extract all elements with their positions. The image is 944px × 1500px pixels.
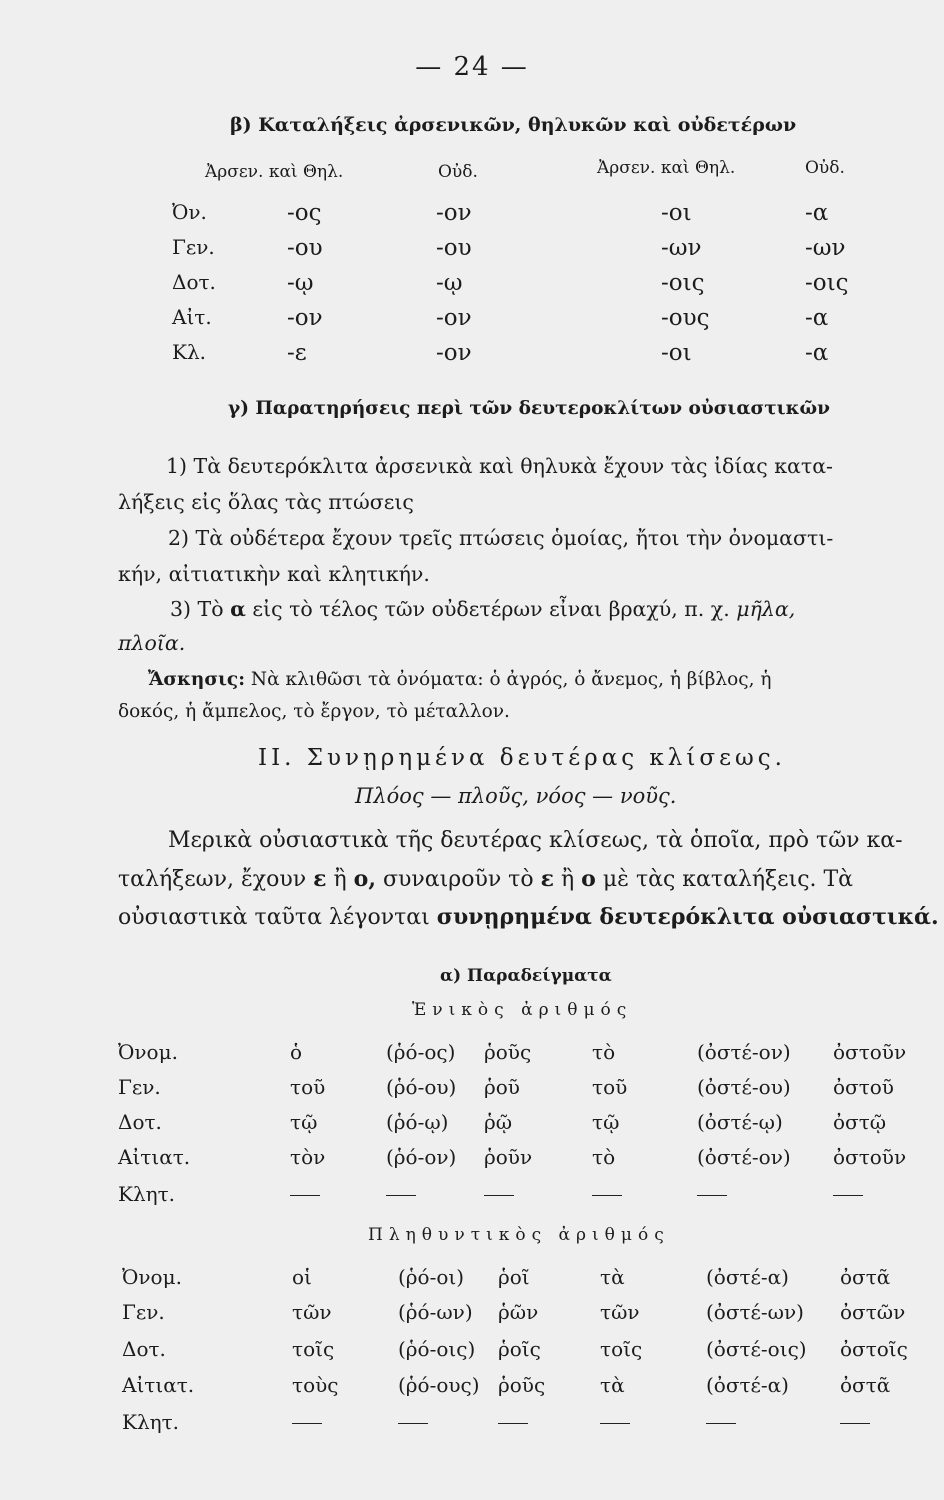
singular-contr_m-0: ῥοῦς: [484, 1040, 532, 1064]
ending-pl_mf-0: -οι: [661, 200, 692, 226]
singular-art_n-3: τὸ: [592, 1145, 616, 1169]
col-header-pl-n: Οὐδ.: [805, 158, 845, 178]
singular-full_m-3: (ῥό-ον): [386, 1145, 457, 1169]
ending-pl_mf-2: -οις: [661, 270, 705, 296]
ending-case-4: Κλ.: [172, 340, 206, 364]
plural-contr_n-1: ὀστῶν: [840, 1300, 906, 1324]
text-3-bold: συνῃρημένα δευτερόκλιτα οὐσιαστικά.: [436, 904, 939, 930]
dash-plural-contr_m-4: [498, 1410, 528, 1434]
singular-contr_m-1: ῥοῦ: [484, 1075, 520, 1099]
section-ii-text-line-2: [118, 866, 853, 892]
plural-art_m-0: οἱ: [292, 1265, 312, 1289]
singular-contr_n-1: ὀστοῦ: [833, 1075, 894, 1099]
dash-singular-art_m-4: [290, 1182, 320, 1206]
singular-contr_n-0: ὀστοῦν: [833, 1040, 907, 1064]
ending-pl_n-3: -α: [805, 305, 829, 331]
text-2a: ταλήξεων, ἔχουν: [118, 867, 307, 892]
plural-full_n-2: (ὀστέ-οις): [706, 1337, 807, 1361]
section-b-title: β) Καταλήξεις ἀρσενικῶν, θηλυκῶν καὶ οὐδετέρων: [230, 114, 797, 136]
ending-sg_n-1: -ου: [436, 235, 472, 261]
singular-art_m-2: τῷ: [290, 1110, 318, 1134]
exercise-text-1: Νὰ κλιθῶσι τὰ ὀνόματα: ὁ ἀγρός, ὁ ἄνεμος, ἡ βίβλος, ἡ: [250, 669, 772, 690]
dash-mark: [592, 1195, 622, 1196]
observation-2-line-1: 2) Τὰ οὐδέτερα ἔχουν τρεῖς πτώσεις ὁμοίας, ἤτοι τὴν ὀνομαστι-: [168, 526, 834, 550]
ending-case-1: Γεν.: [172, 235, 215, 259]
singular-art_m-0: ὁ: [290, 1040, 303, 1064]
singular-full_m-1: (ῥό-ου): [386, 1075, 457, 1099]
observation-1-line-2: λήξεις εἰς ὅλας τὰς πτώσεις: [118, 490, 414, 514]
dash-singular-full_n-4: [697, 1182, 727, 1206]
singular-art_n-2: τῷ: [592, 1110, 620, 1134]
singular-full_n-3: (ὀστέ-ον): [697, 1145, 791, 1169]
examples-title: α) Παραδείγματα: [440, 966, 612, 986]
plural-contr_n-0: ὀστᾶ: [840, 1265, 891, 1289]
dash-singular-full_m-4: [386, 1182, 416, 1206]
section-ii-heading: ΙΙ. Συνῃρημένα δευτέρας κλίσεως.: [258, 745, 786, 771]
ending-pl_n-1: -ων: [805, 235, 846, 261]
plural-art_n-1: τῶν: [600, 1300, 640, 1324]
dash-mark: [484, 1195, 514, 1196]
observation-1-line-1: 1) Τὰ δευτερόκλιτα ἀρσενικὰ καὶ θηλυκὰ ἔχουν τὰς ἰδίας κατα-: [166, 454, 833, 478]
observation-3-example-1: μῆλα,: [736, 597, 796, 621]
dash-mark: [398, 1423, 428, 1424]
plural-full_m-2: (ῥό-οις): [398, 1337, 476, 1361]
plural-full_m-3: (ῥό-ους): [398, 1373, 480, 1397]
text-epsilon-2: ε: [540, 866, 554, 892]
dash-singular-art_n-4: [592, 1182, 622, 1206]
exercise-line-2: δοκός, ἡ ἄμπελος, τὸ ἔργον, τὸ μέταλλον.: [118, 701, 510, 722]
dash-mark: [600, 1423, 630, 1424]
ending-pl_mf-4: -οι: [661, 340, 692, 366]
ending-pl_n-4: -α: [805, 340, 829, 366]
plural-case-3: Αἰτιατ.: [122, 1373, 195, 1397]
plural-label: Πληθυντικὸς ἀριθμός: [368, 1225, 670, 1245]
ending-case-0: Ὀν.: [172, 200, 207, 224]
ending-sg_mf-0: -ος: [287, 200, 322, 226]
singular-label: Ἑνικὸς ἀριθμός: [412, 1000, 633, 1020]
ending-sg_mf-4: -ε: [287, 340, 307, 366]
dash-singular-contr_n-4: [833, 1182, 863, 1206]
dash-plural-art_n-4: [600, 1410, 630, 1434]
observation-3-text: εἰς τὸ τέλος τῶν οὐδετέρων εἶναι βραχύ, π. χ.: [252, 597, 730, 621]
singular-case-4: Κλητ.: [118, 1182, 176, 1206]
exercise-label: Ἄσκησις:: [148, 669, 246, 690]
plural-art_m-2: τοῖς: [292, 1337, 335, 1361]
singular-case-1: Γεν.: [118, 1075, 161, 1099]
singular-full_n-1: (ὀστέ-ου): [697, 1075, 791, 1099]
dash-mark: [697, 1195, 727, 1196]
dash-plural-art_m-4: [292, 1410, 322, 1434]
dash-mark: [386, 1195, 416, 1196]
text-epsilon: ε: [313, 866, 327, 892]
plural-case-2: Δοτ.: [122, 1337, 166, 1361]
singular-art_n-0: τὸ: [592, 1040, 616, 1064]
ending-sg_n-4: -ον: [436, 340, 472, 366]
dash-plural-contr_n-4: [840, 1410, 870, 1434]
ending-sg_n-0: -ον: [436, 200, 472, 226]
observation-3-alpha: α: [230, 597, 246, 621]
col-header-sg-mf: Ἀρσεν. καὶ Θηλ.: [205, 162, 344, 182]
plural-case-4: Κλητ.: [122, 1410, 180, 1434]
plural-art_m-1: τῶν: [292, 1300, 332, 1324]
ending-sg_mf-2: -ῳ: [287, 270, 314, 296]
observation-3-example-2: πλοῖα.: [118, 631, 186, 655]
plural-contr_m-2: ῥοῖς: [498, 1337, 541, 1361]
text-2b: συναιροῦν τὸ: [383, 867, 534, 892]
ending-sg_n-3: -ον: [436, 305, 472, 331]
col-header-pl-mf: Ἀρσεν. καὶ Θηλ.: [597, 158, 736, 178]
ending-pl_n-0: -α: [805, 200, 829, 226]
plural-contr_n-3: ὀστᾶ: [840, 1373, 891, 1397]
text-or: ἢ: [333, 867, 347, 892]
dash-mark: [706, 1423, 736, 1424]
plural-art_n-0: τὰ: [600, 1265, 625, 1289]
observation-2-line-2: κήν, αἰτιατικὴν καὶ κλητικήν.: [118, 562, 430, 586]
plural-art_n-3: τὰ: [600, 1373, 625, 1397]
dash-mark: [833, 1195, 863, 1196]
singular-contr_m-3: ῥοῦν: [484, 1145, 533, 1169]
exercise-line-1: [148, 662, 772, 697]
observation-3-line-1: [170, 590, 795, 629]
text-or-2: ἢ: [560, 867, 575, 892]
text-omicron-2: ο: [581, 866, 596, 892]
singular-case-3: Αἰτιατ.: [118, 1145, 191, 1169]
singular-art_m-3: τὸν: [290, 1145, 326, 1169]
plural-full_m-0: (ῥό-οι): [398, 1265, 465, 1289]
section-ii-text-line-1: Μερικὰ οὐσιαστικὰ τῆς δευτέρας κλίσεως, τὰ ὁποῖα, πρὸ τῶν κα-: [168, 828, 903, 853]
observation-3-start: 3) Τὸ: [170, 597, 224, 621]
singular-contr_n-3: ὀστοῦν: [833, 1145, 907, 1169]
plural-contr_m-1: ῥῶν: [498, 1300, 539, 1324]
singular-contr_n-2: ὀστῷ: [833, 1110, 887, 1134]
col-header-sg-n: Οὐδ.: [438, 162, 478, 182]
dash-mark: [292, 1423, 322, 1424]
text-2c: μὲ τὰς καταλήξεις. Τὰ: [602, 867, 854, 892]
ending-pl_n-2: -οις: [805, 270, 849, 296]
singular-contr_m-2: ῥῷ: [484, 1110, 513, 1134]
ending-sg_mf-3: -ον: [287, 305, 323, 331]
singular-art_n-1: τοῦ: [592, 1075, 628, 1099]
ending-pl_mf-3: -ους: [661, 305, 710, 331]
dash-mark: [840, 1423, 870, 1424]
text-3a: οὐσιαστικὰ ταῦτα λέγονται: [118, 905, 430, 930]
singular-case-0: Ὀνομ.: [118, 1040, 178, 1064]
singular-full_n-0: (ὀστέ-ον): [697, 1040, 791, 1064]
plural-full_n-0: (ὀστέ-α): [706, 1265, 789, 1289]
plural-contr_m-0: ῥοῖ: [498, 1265, 530, 1289]
dash-plural-full_n-4: [706, 1410, 736, 1434]
section-ii-text-line-3: [118, 904, 939, 930]
plural-art_m-3: τοὺς: [292, 1373, 339, 1397]
dash-mark: [290, 1195, 320, 1196]
ending-sg_mf-1: -ου: [287, 235, 323, 261]
singular-full_m-0: (ῥό-ος): [386, 1040, 456, 1064]
ending-case-3: Αἰτ.: [172, 305, 212, 329]
plural-case-1: Γεν.: [122, 1300, 165, 1324]
singular-art_m-1: τοῦ: [290, 1075, 326, 1099]
plural-contr_n-2: ὀστοῖς: [840, 1337, 908, 1361]
plural-full_n-1: (ὀστέ-ων): [706, 1300, 804, 1324]
ending-pl_mf-1: -ων: [661, 235, 702, 261]
singular-case-2: Δοτ.: [118, 1110, 162, 1134]
section-ii-subheading: Πλόος — πλοῦς, νόος — νοῦς.: [355, 784, 677, 808]
page-number: — 24 —: [415, 52, 529, 82]
plural-case-0: Ὀνομ.: [122, 1265, 182, 1289]
singular-full_m-2: (ῥό-ῳ): [386, 1110, 449, 1134]
plural-art_n-2: τοῖς: [600, 1337, 643, 1361]
dash-plural-full_m-4: [398, 1410, 428, 1434]
text-omicron: ο,: [353, 866, 377, 892]
dash-singular-contr_m-4: [484, 1182, 514, 1206]
ending-sg_n-2: -ῳ: [436, 270, 463, 296]
dash-mark: [498, 1423, 528, 1424]
ending-case-2: Δοτ.: [172, 270, 216, 294]
plural-contr_m-3: ῥοῦς: [498, 1373, 546, 1397]
singular-full_n-2: (ὀστέ-ῳ): [697, 1110, 783, 1134]
plural-full_n-3: (ὀστέ-α): [706, 1373, 789, 1397]
section-c-title: γ) Παρατηρήσεις περὶ τῶν δευτεροκλίτων οὐσιαστικῶν: [228, 398, 830, 419]
plural-full_m-1: (ῥό-ων): [398, 1300, 473, 1324]
